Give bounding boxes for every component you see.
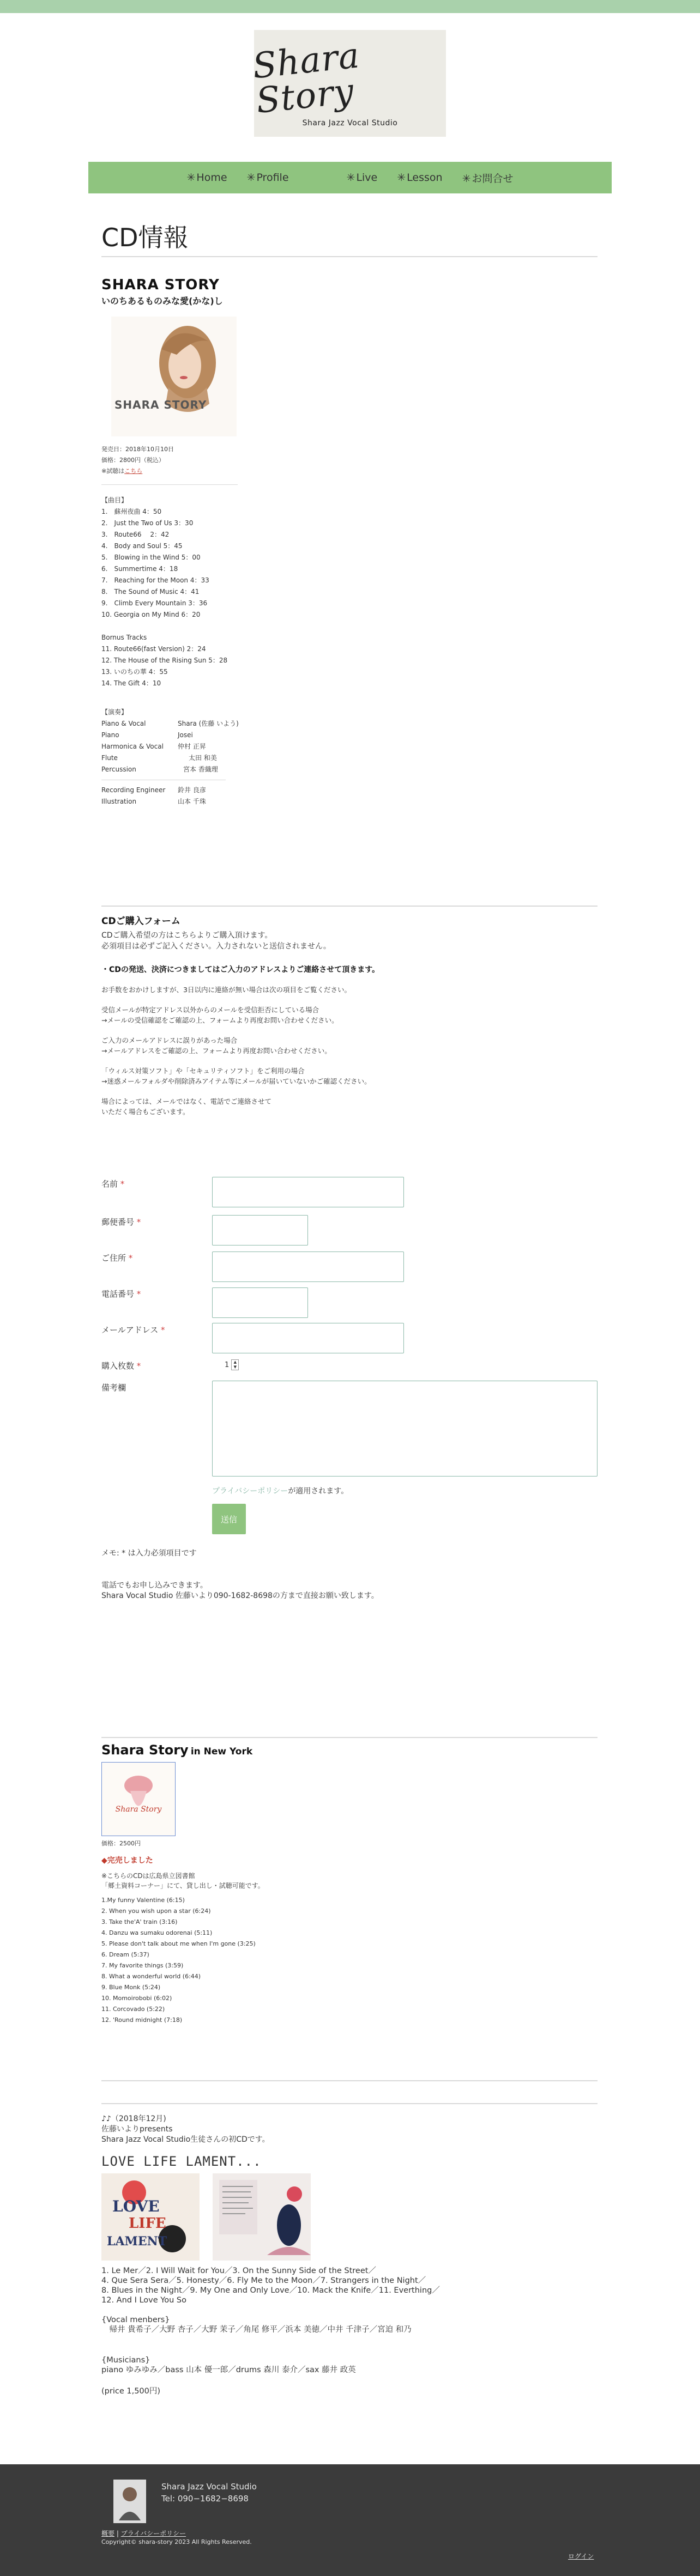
logo-subtitle: Shara Jazz Vocal Studio (302, 119, 398, 127)
album2-cover[interactable] (101, 1762, 176, 1836)
list-item: 8. What a wonderful world (6:44) (101, 1973, 201, 1980)
footer-avatar-icon (116, 2482, 143, 2520)
quantity-stepper[interactable]: 1 ▲ ▼ (225, 1359, 239, 1370)
title-divider (101, 256, 598, 257)
site-footer (0, 2464, 700, 2576)
list-item: 3. Route66 2：42 (101, 531, 170, 538)
album1-release: 発売日：2018年10月10日 (101, 446, 174, 453)
zip-label: 郵便番号 * (101, 1217, 141, 1227)
album3-vocals: {Vocal menbers} 帰井 貴希子／大野 杏子／大野 茉子／角尾 修平／浜本 美徳／中井 千津子／宮迫 和乃 (101, 2316, 412, 2334)
album2-soldout: ◆完売しました (101, 1856, 153, 1865)
main-nav (88, 162, 612, 193)
album3-cover-front-illustration (101, 2173, 200, 2261)
album3-desc: Shara Jazz Vocal Studio生徒さんの初CDです。 (101, 2135, 270, 2144)
logo-script-text: Shara Story (250, 35, 362, 122)
name-field[interactable] (212, 1177, 404, 1207)
nav-item-lesson[interactable]: ✳ Lesson (397, 172, 443, 184)
site-logo[interactable] (250, 30, 446, 137)
section-divider (101, 2080, 598, 2081)
album1-listen: ※試聴はこちら (101, 467, 143, 475)
list-item: 12. The House of the Rising Sun 5：28 (101, 657, 228, 664)
list-item: 4. Danzu wa sumaku odorenai (5:11) (101, 1929, 213, 1936)
list-item: 2. Just the Two of Us 3：30 (101, 519, 194, 527)
album3-cover-front[interactable] (101, 2173, 200, 2261)
list-item: 8. The Sound of Music 4：41 (101, 588, 200, 596)
required-memo: メモ: * は入力必須項目です (101, 1549, 197, 1558)
list-item: 2. When you wish upon a star (6:24) (101, 1907, 211, 1915)
list-item: 5. Please don't talk about me when I'm gone (3:25) (101, 1940, 256, 1947)
list-item: 6. Summertime 4：18 (101, 565, 178, 573)
album3-section (101, 2114, 598, 2396)
email-field[interactable] (212, 1323, 404, 1353)
list-item: 11. Route66(fast Version) 2：24 (101, 645, 206, 653)
album1-tracklist: 【曲目】 1. 蘇州夜曲 4：50 2. Just the Two of Us 3：30 3. Route66 2：42 4. Body and Soul 5：45 5. Blowing in the Wind 5：00 6. Summertime 4：18 7. Reaching for the Moon 4：33 8. The Sound of Music 4：41 9. Climb Every Mountain 3：36 10. Georgia on My Mind 6：20 Bornus Tracks 11. Route66(fast Version) 2：24 12. The House of the Rising Sun 5：28 13. いのちの華 4：55 14. The Gift 4：10 【演奏】 (101, 495, 598, 718)
nav-item-contact[interactable]: ✳ お問合せ (462, 172, 514, 185)
stepper-arrows-icon[interactable]: ▲ ▼ (231, 1359, 239, 1370)
list-item: 7. My favorite things (3:59) (101, 1962, 184, 1969)
zip-field[interactable] (212, 1215, 308, 1246)
list-item: 1. 蘇州夜曲 4：50 (101, 508, 162, 515)
album1-subtitle: いのちあるものみな愛(かな)し (101, 296, 223, 306)
list-item: 13. いのちの華 4：55 (101, 668, 168, 676)
footer-copyright: Copyright© shara-story 2023 All Rights Reserved. (101, 2538, 252, 2545)
section-divider (101, 2103, 598, 2104)
footer-privacy-link[interactable]: プライバシーポリシー (120, 2530, 186, 2537)
footer-overview-link[interactable]: 概要 (101, 2530, 115, 2537)
album2-title: Shara Story (101, 1742, 189, 1758)
section-divider (101, 1737, 598, 1738)
list-item: 10. Georgia on My Mind 6：20 (101, 611, 201, 618)
list-item: 4. Body and Soul 5：45 (101, 542, 183, 550)
album1-players: Piano & Vocal Shara (佐藤 いよう) Piano Josei Harmonica & Vocal 仲村 正昇 Flute 太田 和美 Percussion 宮本 香織理 (101, 720, 239, 773)
nav-item-live[interactable]: ✳ Live (346, 172, 378, 184)
email-label: メールアドレス * (101, 1325, 165, 1335)
list-item: 12. 'Round midnight (7:18) (101, 2016, 183, 2024)
list-item: 9. Climb Every Mountain 3：36 (101, 599, 208, 607)
list-item: 3. Take the'A' train (3:16) (101, 1918, 178, 1925)
footer-login-link[interactable]: ログイン (568, 2553, 594, 2560)
album1-listen-link[interactable]: こちら (124, 467, 143, 475)
order-section: CDご購入フォーム CDご購入希望の方はこちらよりご購入頂けます。 必須項目は必ずご記入ください。入力されないと送信されません。 ・CDの発送、決済につきましてはご入力のアドレスよりご連絡させて頂きます。 お手数をおかけしますが、3日以内に連絡が無い場合は次の項目をご覧ください。 受信メールが特定アドレス以外からのメールを受信拒否にしている場合 →メールの受信確認をご確認の上、フォームより再度お問い合わせください。 ご入力のメールアドレスに誤りがあった場合 →メールアドレスをご確認の上、フォームより再度お問い合わせください。 「ウィルス対策ソフト」や「セキュリティソフト」をご利用の場合 →迷惑メールフォルダや削除済みアイテム等にメールが届いていないかご確認ください。 場合によっては、メールではなく、電話でご連絡させて いただく場合もございます。 (101, 913, 598, 1117)
address-field[interactable] (212, 1251, 404, 1282)
footer-tel: Tel: 090−1682−8698 (161, 2494, 249, 2504)
submit-button[interactable]: 送信 (212, 1504, 246, 1534)
top-color-bar (0, 0, 700, 13)
svg-text:LOVE: LOVE (112, 2197, 160, 2215)
list-item: 10. Momoirobobi (6:02) (101, 1995, 172, 2002)
album3-price: (price 1,500円) (101, 2387, 161, 2396)
list-item: 14. The Gift 4：10 (101, 679, 161, 687)
order-instructions: お手数をおかけしますが、3日以内に連絡が無い場合は次の項目をご覧ください。 受信メールが特定アドレス以外からのメールを受信拒否にしている場合 →メールの受信確認をご確認の上、フォームより再度お問い合わせください。 ご入力のメールアドレスに誤りがあった場合 →メールアドレスをご確認の上、フォームより再度お問い合わせください。 「ウィルス対策ソフト」や「セキュリティソフト」をご利用の場合 →迷惑メールフォルダや削除済みアイテム等にメールが届いていないかご確認ください。 場合によっては、メールではなく、電話でご連絡させて いただく場合もございます。 (101, 986, 371, 1116)
address-label: ご住所 * (101, 1253, 133, 1263)
list-item: 1.My funny Valentine (6:15) (101, 1897, 185, 1904)
qty-label: 購入枚数 * (101, 1361, 141, 1371)
album3-cover-back[interactable] (213, 2173, 311, 2261)
svg-text:LIFE: LIFE (129, 2215, 166, 2232)
album1-credits: Recording Engineer 鈴井 良彦 Illustration 山本 千珠 (101, 786, 206, 805)
album2-cover-illustration (108, 1769, 168, 1829)
album2-tracklist (101, 1895, 598, 2026)
album1-cover (111, 317, 237, 436)
notes-label: 備考欄 (101, 1383, 126, 1393)
phone-field[interactable] (212, 1287, 308, 1318)
album3-musicians: {Musicians} piano ゆみゆみ／bass 山本 優一郎／drums 森川 泰介／sax 藤井 政英 (101, 2356, 356, 2374)
privacy-policy-link[interactable]: プライバシーポリシー (212, 1487, 288, 1496)
album1-cover-label: SHARA STORY (114, 398, 207, 411)
phone-order-note: 電話でもお申し込みできます。 Shara Vocal Studio 佐藤いより090-1682-8698の方まで直接お願い致します。 (101, 1581, 379, 1600)
svg-text:LAMENT: LAMENT (107, 2234, 167, 2249)
album3-cover-back-illustration (213, 2173, 311, 2261)
order-notice: ・CDの発送、決済につきましてはご入力のアドレスよりご連絡させて頂きます。 (101, 965, 380, 974)
order-title: CDご購入フォーム (101, 916, 180, 927)
list-item: 7. Reaching for the Moon 4：33 (101, 576, 209, 584)
album2-price: 価格：2500円 (101, 1840, 141, 1847)
nav-item-profile[interactable]: ✳ Profile (246, 172, 289, 184)
section-divider (101, 906, 598, 907)
page-title: CD情報 (101, 223, 189, 252)
list-item: 6. Dream (5:37) (101, 1951, 149, 1958)
album1-title: SHARA STORY (101, 277, 220, 293)
list-item: 11. Corcovado (5:22) (101, 2006, 165, 2013)
list-item: 5. Blowing in the Wind 5：00 (101, 554, 201, 561)
album2-title-suffix: in New York (190, 1746, 253, 1757)
album1-price: 価格：2800円（税込） (101, 457, 165, 464)
footer-avatar (113, 2480, 146, 2523)
notes-textarea[interactable] (212, 1381, 598, 1477)
album1-divider (101, 484, 238, 485)
album1-section (101, 277, 598, 807)
album3-tracklist: 1. Le Mer／2. I Will Wait for You／3. On the Sunny Side of the Street／ 4. Que Sera Sera／5. Honesty／6. Fly Me to the Moon／7. Strangers in the Night／ 8. Blues in the Night／9. My One and Only Love／10. Mack the Knife／11. Everthing／ 12. And I Love You So (101, 2267, 440, 2305)
album2-section: Shara Story in New York Shara Story 価格：2500円 ◆完売しました ※こちらのCDは広島県立図書館 「郷土資料コーナー」にて、貸し出し・試聴可能です。 1.My funny Valentine (6:15) 2. When you wish upon a star (6:24) 3. Take the'A' train (3:16) 4. Danzu wa sumaku odorenai (5:11) 5. Please don't talk about me when I'm gone (3:25) 6. Dream (5:37) 7. My favorite things (3:59) 8. What a wonderful world (6:44) 9. Blue Monk (5:24) 10. Momoirobobi (6:02) 11. Corcovado (5:22) 12. 'Round midnight (7:18) (101, 1742, 598, 2026)
album3-presents: 佐藤いよりpresents (101, 2125, 173, 2134)
privacy-note: プライバシーポリシーが適用されます。 (212, 1487, 349, 1496)
album3-date: ♪♪（2018年12月) (101, 2115, 166, 2123)
footer-studio: Shara Jazz Vocal Studio (161, 2482, 257, 2492)
nav-spacer (299, 169, 337, 186)
album3-title: LOVE LIFE LAMENT... (101, 2154, 262, 2169)
footer-links: 概要 | プライバシーポリシー (101, 2530, 186, 2537)
album1-cover-illustration (111, 317, 237, 436)
nav-item-home[interactable]: ✳ Home (186, 172, 227, 184)
name-label: 名前 * (101, 1179, 125, 1189)
list-item: 9. Blue Monk (5:24) (101, 1984, 161, 1991)
phone-label: 電話番号 * (101, 1289, 141, 1299)
svg-text:Shara Story: Shara Story (115, 1805, 162, 1814)
